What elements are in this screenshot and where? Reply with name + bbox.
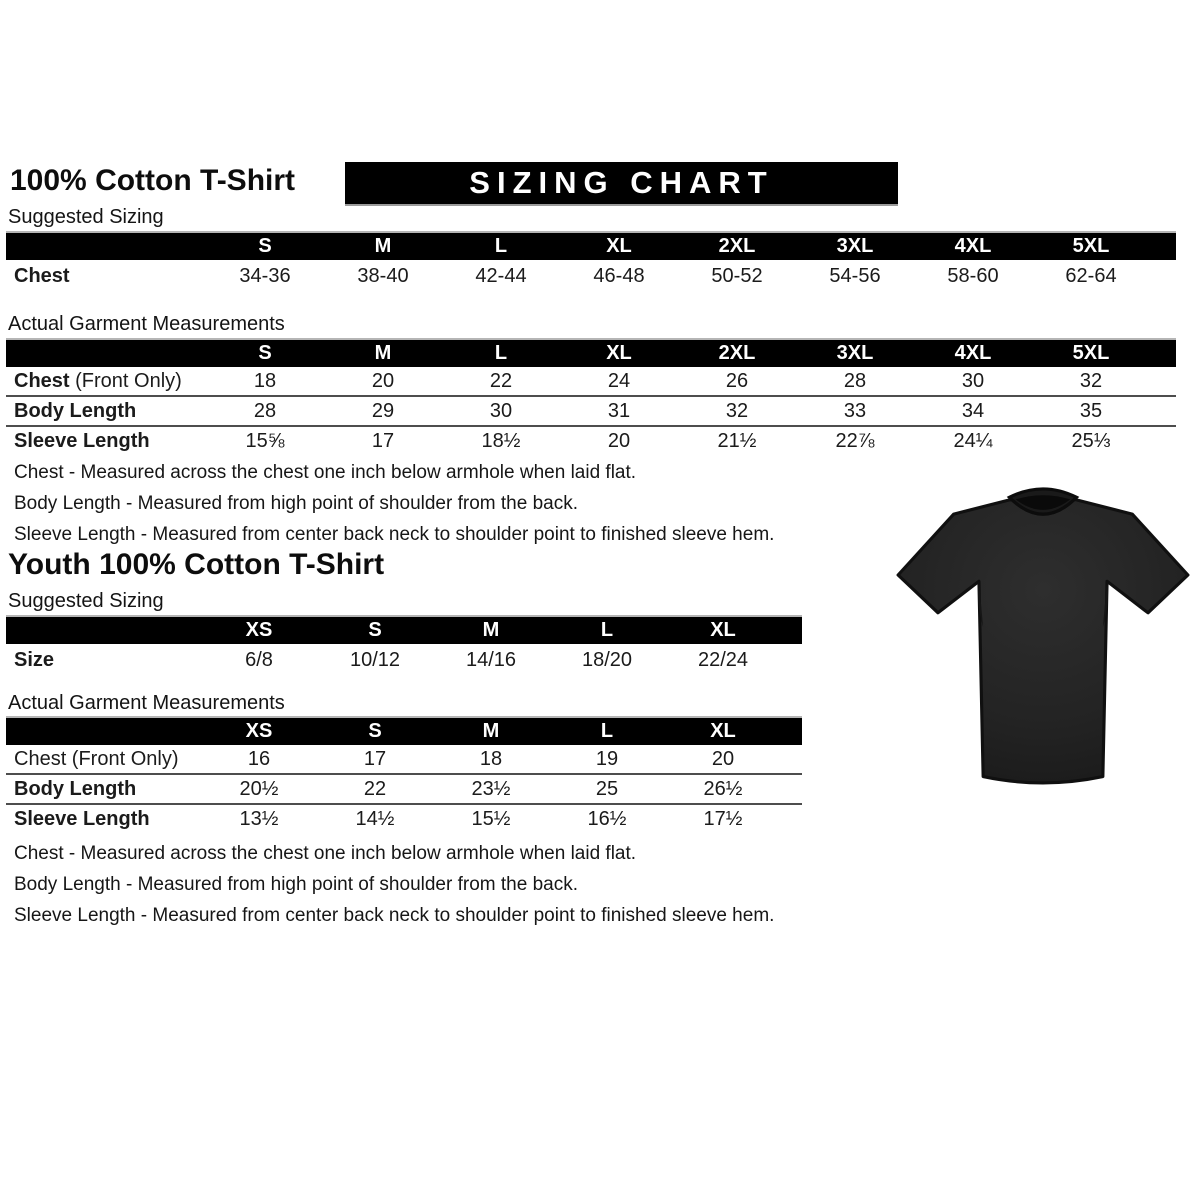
youth-actual-measurements-label: Actual Garment Measurements [8,692,285,714]
spacer-cell [1150,396,1176,426]
measurement-value: 34 [914,396,1032,426]
measurement-value: 28 [206,396,324,426]
header-spacer-cell [6,232,206,260]
spacer-cell [781,644,802,677]
size-column-header-xs: XS [201,616,317,644]
size-header-row [6,232,1176,260]
header-spacer-cell [6,339,206,367]
tshirt-illustration [884,470,1200,806]
header-spacer-cell [781,717,802,745]
note-chest: Chest - Measured across the chest one inch below armhole when laid flat. [14,462,637,483]
spacer-cell [781,745,802,774]
size-header-row [6,717,802,745]
adult-measurement-notes [14,457,774,550]
spacer-cell [1150,367,1176,396]
youth-suggested-sizing-label: Suggested Sizing [8,590,164,612]
youth-suggested-sizing-table [6,615,802,677]
adult-actual-measurements-label: Actual Garment Measurements [8,313,285,335]
measurement-value: 35 [1032,396,1150,426]
measurement-value: 18/20 [581,649,633,671]
measurement-value: 20 [711,747,735,770]
row-label: Chest [14,265,70,287]
measurement-value: 20 [560,426,678,455]
measurement-value: 19 [595,747,619,770]
size-column-header-2xl: 2XL [678,339,796,367]
spacer-cell [1150,426,1176,455]
note-sleeve-length: Sleeve Length - Measured from center back neck to shoulder point to finished sleeve hem. [14,524,775,545]
size-column-header-5xl: 5XL [1032,232,1150,260]
measurement-row [6,426,1176,455]
measurement-value: 46-48 [593,265,645,287]
measurement-value: 13½ [201,804,317,833]
measurement-value: 50-52 [711,265,763,287]
measurement-value: 14/16 [465,649,517,671]
measurement-value: 15⅝ [206,426,324,455]
measurement-value: 21½ [678,426,796,455]
measurement-value: 18 [253,369,277,392]
note-chest: Chest - Measured across the chest one inch below armhole when laid flat. [14,843,637,864]
header-spacer-cell [6,717,201,745]
measurement-value: 23½ [433,774,549,804]
size-column-header-xs: XS [201,717,317,745]
size-column-header-s: S [317,616,433,644]
measurement-value: 30 [961,369,985,392]
measurement-value: 6/8 [245,649,273,671]
measurement-row [6,367,1176,396]
size-column-header-m: M [324,339,442,367]
size-column-header-3xl: 3XL [796,339,914,367]
youth-section-title: Youth 100% Cotton T-Shirt [8,548,385,581]
spacer-cell [781,804,802,833]
note-body-length: Body Length - Measured from high point of shoulder from the back. [14,493,578,514]
measurement-value: 22/24 [697,649,749,671]
note-body-length: Body Length - Measured from high point of shoulder from the back. [14,874,578,895]
size-column-header-l: L [442,339,560,367]
measurement-value: 16½ [549,804,665,833]
sizing-chart-banner: SIZING CHART [345,162,898,204]
measurement-row [6,774,802,804]
measurement-value: 22⅞ [796,426,914,455]
measurement-value: 25 [549,774,665,804]
measurement-value: 31 [560,396,678,426]
header-spacer-cell [781,616,802,644]
measurement-row [6,745,802,774]
measurement-row [6,804,802,833]
note-sleeve-length: Sleeve Length - Measured from center back neck to shoulder point to finished sleeve hem. [14,905,775,926]
measurement-value: 34-36 [239,265,291,287]
measurement-value: 25⅓ [1032,426,1150,455]
measurement-value: 20 [371,369,395,392]
adult-suggested-sizing-label: Suggested Sizing [8,206,164,228]
measurement-value: 54-56 [829,265,881,287]
measurement-row [6,644,802,677]
header-spacer-cell [1150,339,1176,367]
measurement-value: 24 [607,369,631,392]
measurement-value: 17 [363,747,387,770]
size-column-header-xl: XL [560,232,678,260]
measurement-value: 29 [324,396,442,426]
measurement-value: 22 [489,369,513,392]
measurement-value: 16 [247,747,271,770]
row-label: Sleeve Length [6,426,206,455]
size-column-header-m: M [324,232,442,260]
measurement-value: 20½ [201,774,317,804]
size-column-header-l: L [442,232,560,260]
row-label: Sleeve Length [6,804,201,833]
measurement-value: 26 [725,369,749,392]
tshirt-body [898,499,1188,783]
size-column-header-l: L [549,717,665,745]
adult-actual-measurements-table [6,338,1176,455]
adult-section-title: 100% Cotton T-Shirt [10,164,296,197]
row-label: Body Length [6,774,201,804]
measurement-value: 18 [479,747,503,770]
measurement-value: 28 [843,369,867,392]
header-spacer-cell [6,616,201,644]
size-column-header-xl: XL [665,717,781,745]
tshirt-photo [884,470,1200,806]
size-column-header-xl: XL [560,339,678,367]
youth-measurement-notes [14,838,774,931]
youth-actual-measurements-table [6,716,802,833]
row-label: Chest (Front Only) [14,747,179,770]
size-column-header-5xl: 5XL [1032,339,1150,367]
size-column-header-m: M [433,717,549,745]
measurement-value: 58-60 [947,265,999,287]
size-column-header-s: S [317,717,433,745]
size-column-header-m: M [433,616,549,644]
size-header-row [6,339,1176,367]
measurement-value: 15½ [433,804,549,833]
spacer-cell [781,774,802,804]
size-column-header-xl: XL [665,616,781,644]
size-column-header-2xl: 2XL [678,232,796,260]
measurement-row [6,396,1176,426]
row-label: Size [14,649,55,671]
size-column-header-4xl: 4XL [914,339,1032,367]
measurement-value: 30 [442,396,560,426]
size-column-header-s: S [206,339,324,367]
measurement-value: 14½ [317,804,433,833]
measurement-value: 10/12 [349,649,401,671]
header-spacer-cell [1150,232,1176,260]
measurement-value: 18½ [442,426,560,455]
measurement-value: 62-64 [1065,265,1117,287]
measurement-value: 42-44 [475,265,527,287]
size-header-row [6,616,802,644]
measurement-value: 33 [796,396,914,426]
size-column-header-s: S [206,232,324,260]
size-column-header-4xl: 4XL [914,232,1032,260]
measurement-value: 38-40 [357,265,409,287]
spacer-cell [1150,260,1176,293]
measurement-value: 32 [1079,369,1103,392]
size-column-header-l: L [549,616,665,644]
measurement-value: 17½ [665,804,781,833]
row-label: Chest (Front Only) [14,369,182,392]
size-column-header-3xl: 3XL [796,232,914,260]
row-label: Body Length [6,396,206,426]
measurement-value: 24¼ [914,426,1032,455]
measurement-value: 32 [678,396,796,426]
measurement-row [6,260,1176,293]
adult-suggested-sizing-table [6,231,1176,293]
measurement-value: 26½ [665,774,781,804]
measurement-value: 17 [324,426,442,455]
measurement-value: 22 [317,774,433,804]
